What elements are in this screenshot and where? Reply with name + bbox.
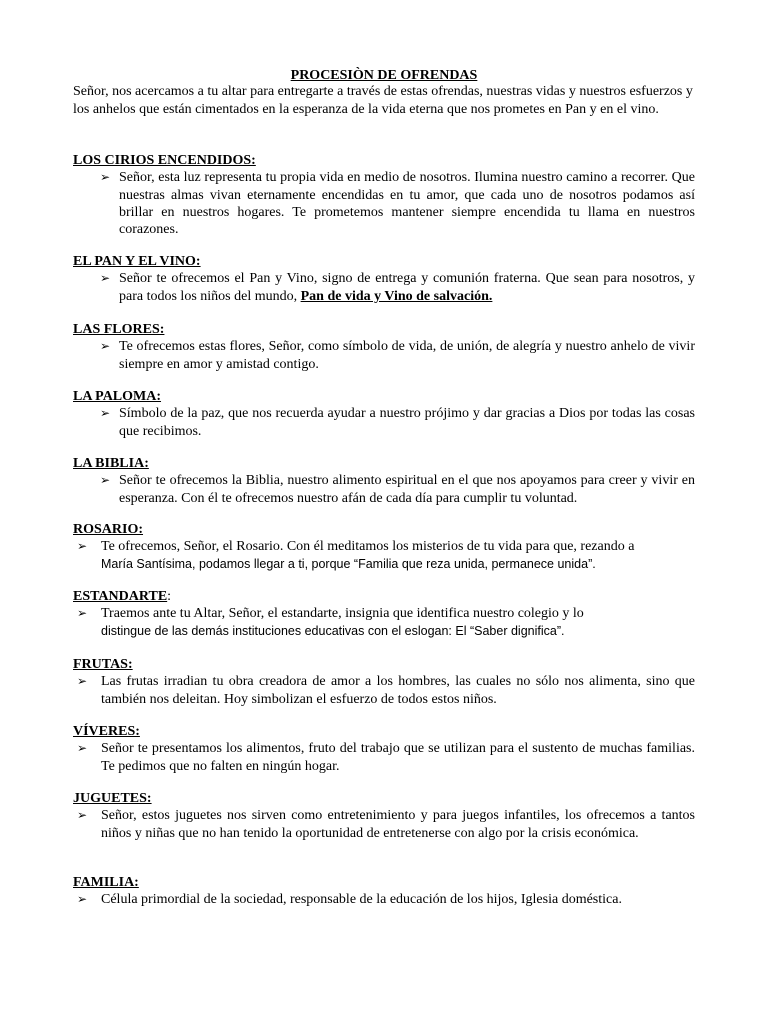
list-item [73,891,695,908]
section-heading: ESTANDARTE [73,589,168,604]
section-pan-vino [73,253,695,305]
section-heading: LA BIBLIA: [73,456,149,471]
section-heading: JUGUETES: [73,791,152,806]
section-heading: VÍVERES: [73,724,140,739]
list-item [73,472,695,507]
section-frutas [73,656,695,708]
arrow-bullet-icon: ➢ [77,808,88,823]
heading-colon: : [167,589,172,604]
item-text: Célula primordial de la sociedad, responsable de la educación de los hijos, Iglesia doméstica. [101,892,622,908]
item-text-continued: distingue de las demás instituciones educativas con el eslogan: El “Saber dignifica”. [101,623,565,638]
arrow-bullet-icon: ➢ [100,339,111,354]
item-text: Símbolo de la paz, que nos recuerda ayudar a nuestro prójimo y dar gracias a Dios por todas las cosas que recibimos. [119,406,695,439]
list-item [73,338,695,373]
section-rosario [73,521,695,573]
item-text: Señor te ofrecemos la Biblia, nuestro alimento espiritual en el que nos apoyamos para creer y vivir en esperanza. Con él te ofrecemos nuestro afán de cada día para cumplir tu voluntad. [119,473,695,506]
item-text: Traemos ante tu Altar, Señor, el estandarte, insignia que identifica nuestro colegio y lo [101,606,584,622]
section-biblia [73,455,695,507]
list-item [73,740,695,775]
section-estandarte [73,588,695,640]
section-heading: ROSARIO: [73,522,144,537]
section-heading: LAS FLORES: [73,322,165,337]
arrow-bullet-icon: ➢ [77,674,88,689]
section-flores [73,321,695,373]
section-heading: LOS CIRIOS ENCENDIDOS: [73,153,256,168]
list-item [73,169,695,238]
section-paloma [73,388,695,440]
arrow-bullet-icon: ➢ [100,170,111,185]
intro-paragraph: Señor, nos acercamos a tu altar para entregarte a través de estas ofrendas, nuestras vidas y nuestros esfuerzos y los anhelos que están cimentados en la esperanza de la vida eterna que nos prometes en Pan y en el vino. [73,84,693,117]
arrow-bullet-icon: ➢ [77,741,88,756]
list-item [73,807,695,842]
section-heading: EL PAN Y EL VINO: [73,254,201,269]
item-text: Te ofrecemos estas flores, Señor, como símbolo de vida, de unión, de alegría y nuestro anhelo de vivir siempre en amor y amistad contigo. [119,339,695,372]
arrow-bullet-icon: ➢ [100,271,111,286]
arrow-bullet-icon: ➢ [100,473,111,488]
item-text: Señor te ofrecemos el Pan y Vino, signo de entrega y comunión fraterna. Que sean para nosotros, y para todos los niños del mundo, [119,271,695,304]
arrow-bullet-icon: ➢ [77,539,88,554]
list-item [73,270,695,305]
section-familia [73,874,695,909]
arrow-bullet-icon: ➢ [77,606,88,621]
section-cirios [73,152,695,238]
list-item [73,673,695,708]
item-text: Señor te presentamos los alimentos, fruto del trabajo que se utilizan para el sustento de muchas familias. Te pedimos que no falten en ningún hogar. [101,741,695,774]
item-text: Señor, esta luz representa tu propia vida en medio de nosotros. Ilumina nuestro camino a recorrer. Que nuestras almas vivan eternamente encendidas en tu amor, que cada uno de nosotros podamos así brillar en nuestros hogares. Te prometemos mantener siempre encendida tu llama en nuestros corazones. [119,170,695,238]
section-juguetes [73,790,695,842]
item-text: Te ofrecemos, Señor, el Rosario. Con él meditamos los misterios de tu vida para que, rezando a [101,539,635,555]
list-item [73,605,695,640]
section-viveres [73,723,695,775]
list-item [73,405,695,440]
section-heading: LA PALOMA: [73,389,162,404]
arrow-bullet-icon: ➢ [100,406,111,421]
section-heading: FAMILIA: [73,875,139,890]
arrow-bullet-icon: ➢ [77,892,88,907]
item-text: Las frutas irradian tu obra creadora de amor a los hombres, las cuales no sólo nos alimenta, sino que también nos deleitan. Hoy simbolizan el esfuerzo de todos estos niños. [101,674,695,707]
item-emphasis: Pan de vida y Vino de salvación. [300,288,493,304]
item-text: Señor, estos juguetes nos sirven como entretenimiento y para juegos infantiles, los ofrecemos a tantos niños y niñas que no han tenido la oportunidad de entretenerse con algo por la crisis económica. [101,808,695,841]
section-heading: FRUTAS: [73,657,133,672]
page-title: PROCESIÒN DE OFRENDAS [290,68,478,83]
list-item [73,538,695,573]
item-text-continued: María Santísima, podamos llegar a ti, porque “Familia que reza unida, permanece unida”. [101,556,596,571]
